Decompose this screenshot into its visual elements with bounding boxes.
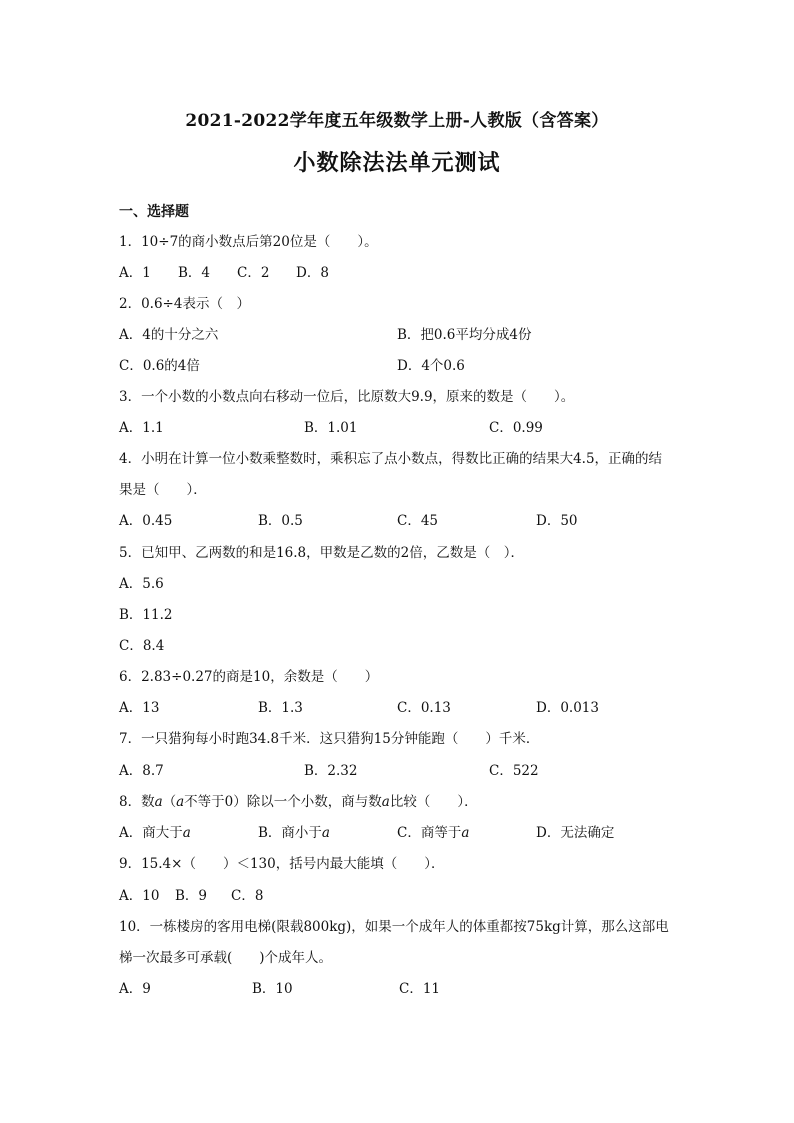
- q8-option-c: C．商等于𝑎: [397, 825, 470, 841]
- q5-option-a: A．5.6: [119, 576, 164, 592]
- question-10: 10．一栋楼房的客用电梯(限载800kg)，如果一个成年人的体重都按75kg计算，那么这部电: [119, 919, 669, 935]
- q2-option-b: B．把0.6平均分成4份: [397, 327, 532, 343]
- q5-option-c: C．8.4: [119, 638, 165, 654]
- q3-option-a: A．1.1: [119, 420, 164, 436]
- section-heading: 一、选择题: [119, 204, 189, 220]
- question-1: 1．10÷7的商小数点后第20位是（ ）。: [119, 234, 378, 250]
- question-4-continued: 果是（ ）．: [119, 482, 207, 498]
- q7-option-c: C．522: [489, 763, 539, 779]
- q1-option-b: B．4: [178, 265, 211, 281]
- q1-option-d: D．8: [296, 265, 329, 281]
- q4-option-d: D．50: [536, 513, 578, 529]
- q8-option-b: B．商小于𝑎: [258, 825, 330, 841]
- q6-option-c: C．0.13: [397, 700, 451, 716]
- q10-option-a: A．9: [119, 981, 151, 997]
- q5-option-b: B．11.2: [119, 607, 173, 623]
- q6-option-b: B．1.3: [258, 700, 303, 716]
- q2-option-c: C．0.6的4倍: [119, 358, 200, 374]
- q7-option-b: B．2.32: [304, 763, 358, 779]
- q4-option-c: C．45: [397, 513, 439, 529]
- q4-option-a: A．0.45: [119, 513, 173, 529]
- question-5: 5．已知甲、乙两数的和是16.8，甲数是乙数的2倍，乙数是（ ）．: [119, 545, 524, 561]
- q8-option-d: D．无法确定: [536, 825, 615, 841]
- question-2: 2．0.6÷4表示（ ）: [119, 296, 250, 312]
- q4-option-b: B．0.5: [258, 513, 303, 529]
- question-4: 4．小明在计算一位小数乘整数时，乘积忘了点小数点，得数比正确的结果大4.5，正确的结: [119, 451, 663, 467]
- q1-option-c: C．2: [237, 265, 270, 281]
- q3-option-c: C．0.99: [489, 420, 543, 436]
- question-6: 6．2.83÷0.27的商是10，余数是（ ）: [119, 669, 379, 685]
- question-7: 7．一只猎狗每小时跑34.8千米．这只猎狗15分钟能跑（ ）千米．: [119, 731, 540, 747]
- question-9: 9．15.4×（ ）＜130，括号内最大能填（ ）．: [119, 856, 445, 872]
- q2-option-d: D．4个0.6: [397, 358, 465, 374]
- document-subtitle: 小数除法法单元测试: [293, 150, 501, 176]
- question-10-continued: 梯一次最多可承载( )个成年人。: [119, 950, 333, 966]
- q6-option-d: D．0.013: [536, 700, 599, 716]
- q2-option-a: A．4的十分之六: [119, 327, 219, 343]
- q9-option-c: C．8: [231, 888, 264, 904]
- q10-option-c: C．11: [399, 981, 441, 997]
- question-3: 3．一个小数的小数点向右移动一位后，比原数大9.9，原来的数是（ ）。: [119, 389, 575, 405]
- q10-option-b: B．10: [252, 981, 293, 997]
- q8-option-a: A．商大于𝑎: [119, 825, 191, 841]
- q3-option-b: B．1.01: [304, 420, 358, 436]
- q9-option-a: A．10: [119, 888, 160, 904]
- q7-option-a: A．8.7: [119, 763, 164, 779]
- question-8: 8．数𝑎（𝑎不等于0）除以一个小数，商与数𝑎比较（ ）．: [119, 794, 478, 810]
- q6-option-a: A．13: [119, 700, 160, 716]
- document-title: 2021-2022学年度五年级数学上册-人教版（含答案）: [185, 111, 609, 131]
- q1-option-a: A．1: [119, 265, 151, 281]
- q9-option-b: B．9: [175, 888, 208, 904]
